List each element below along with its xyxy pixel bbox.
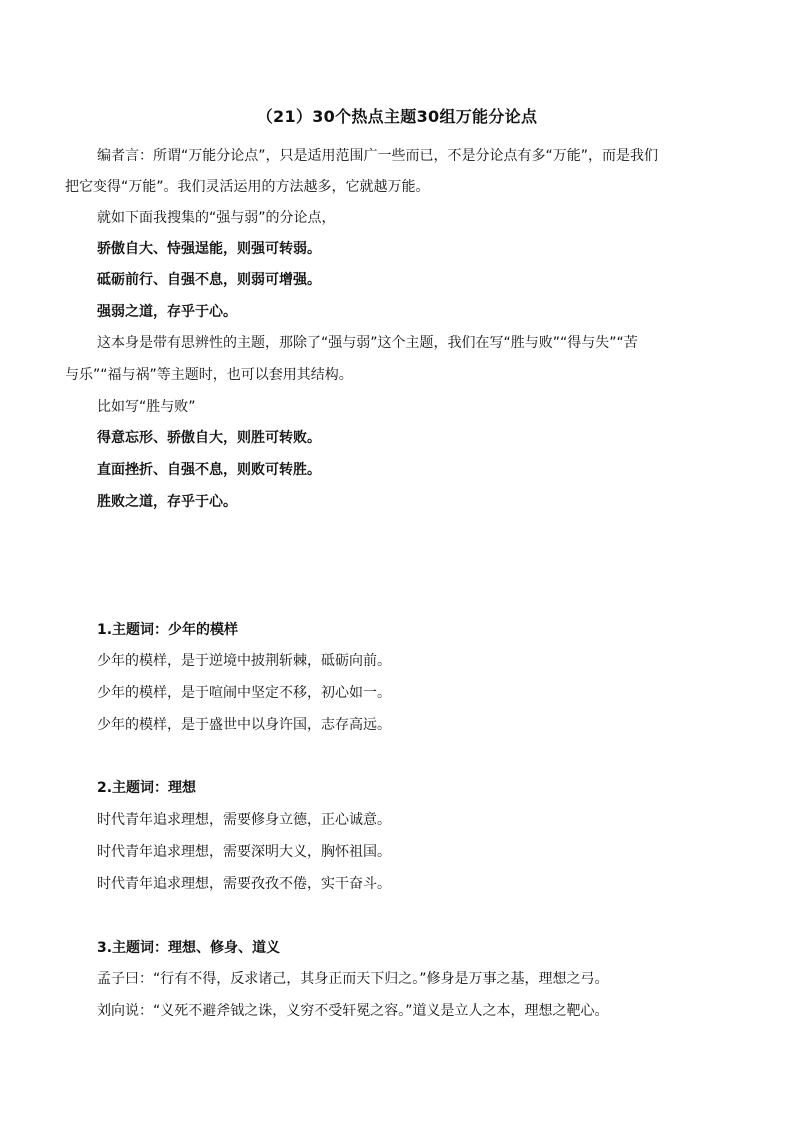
section-3-heading: 3.主题词：理想、修身、道义 [97, 940, 281, 956]
bold-point-3: 强弱之道，存乎于心。 [97, 304, 237, 320]
section-1-line-1: 少年的模样，是于逆境中披荆斩棘，砥砺向前。 [97, 653, 391, 669]
document-title: （21）30个热点主题30组万能分论点 [256, 107, 538, 126]
section-3-line-1: 孟子曰：“行有不得，反求诸己，其身正而天下归之。”修身是万事之基，理想之弓。 [97, 971, 609, 987]
intro-line-4: 这本身是带有思辨性的主题，那除了“强与弱”这个主题，我们在写“胜与败”“得与失”“苦 [97, 335, 638, 351]
bold-point-4: 得意忘形、骄傲自大，则胜可转败。 [97, 430, 321, 446]
bold-point-5: 直面挫折、自强不息，则败可转胜。 [97, 462, 321, 478]
section-2-heading: 2.主题词：理想 [97, 780, 197, 796]
section-1-line-2: 少年的模样，是于喧闹中坚定不移，初心如一。 [97, 685, 391, 701]
intro-line-6: 比如写“胜与败” [97, 399, 196, 415]
intro-line-5: 与乐”“福与祸”等主题时，也可以套用其结构。 [65, 367, 353, 383]
section-1-heading: 1.主题词：少年的模样 [97, 622, 239, 638]
bold-point-1: 骄傲自大、恃强逞能，则强可转弱。 [97, 241, 321, 257]
section-3-line-2: 刘向说：“义死不避斧钺之诛，义穷不受轩冕之容。”道义是立人之本，理想之靶心。 [97, 1003, 609, 1019]
section-1-line-3: 少年的模样，是于盛世中以身许国，志存高远。 [97, 717, 391, 733]
section-2-line-3: 时代青年追求理想，需要孜孜不倦，实干奋斗。 [97, 876, 391, 892]
intro-line-3: 就如下面我搜集的“强与弱”的分论点， [97, 210, 336, 226]
section-2-line-1: 时代青年追求理想，需要修身立德，正心诚意。 [97, 812, 391, 828]
bold-point-2: 砥砺前行、自强不息，则弱可增强。 [97, 272, 321, 288]
bold-point-6: 胜败之道，存乎于心。 [97, 494, 237, 510]
intro-line-1: 编者言：所谓“万能分论点”，只是适用范围广一些而已，不是分论点有多“万能”，而是我们 [97, 148, 659, 164]
section-2-line-2: 时代青年追求理想，需要深明大义，胸怀祖国。 [97, 844, 391, 860]
intro-line-2: 把它变得“万能”。我们灵活运用的方法越多，它就越万能。 [65, 179, 430, 195]
